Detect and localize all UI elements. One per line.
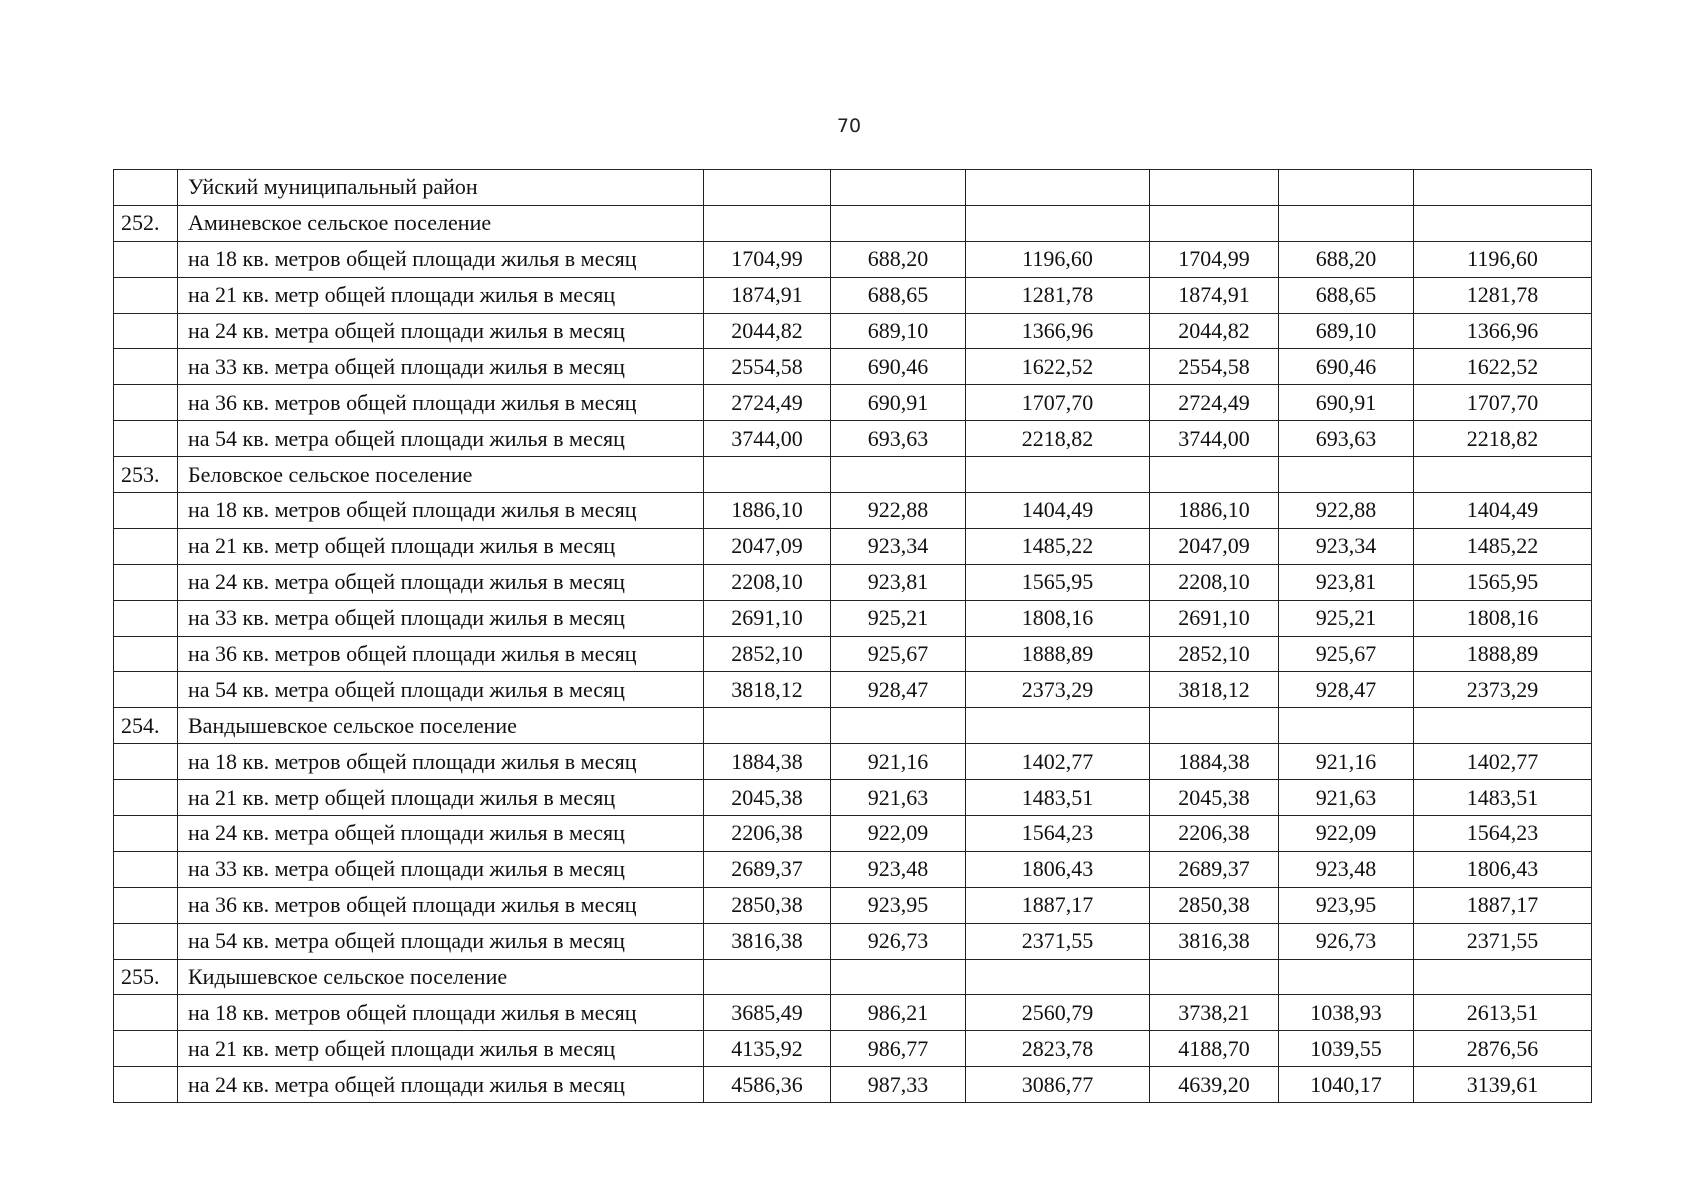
- row-number-cell: [114, 923, 178, 959]
- value-cell-col-4: [1150, 170, 1279, 206]
- row-number-cell: [114, 887, 178, 923]
- settlement-row: [114, 205, 1592, 241]
- value-cell-col-1: [704, 205, 831, 241]
- value-cell-col-6: 1808,16: [1414, 600, 1592, 636]
- value-cell-col-2: 693,63: [831, 421, 966, 457]
- row-number-cell: [114, 744, 178, 780]
- value-cell-col-6: 1196,60: [1414, 241, 1592, 277]
- row-name-cell: Беловское сельское поселение: [178, 457, 704, 493]
- table-row: [114, 887, 1592, 923]
- value-cell-col-5: 1040,17: [1279, 1067, 1414, 1103]
- row-number-cell: [114, 816, 178, 852]
- row-name-cell: на 36 кв. метров общей площади жилья в месяц: [178, 636, 704, 672]
- value-cell-col-5: 928,47: [1279, 672, 1414, 708]
- value-cell-col-1: 1886,10: [704, 493, 831, 529]
- table-row: [114, 744, 1592, 780]
- value-cell-col-3: 1402,77: [966, 744, 1150, 780]
- value-cell-col-2: 926,73: [831, 923, 966, 959]
- row-number-cell: [114, 780, 178, 816]
- table-row: [114, 851, 1592, 887]
- row-name-cell: Вандышевское сельское поселение: [178, 708, 704, 744]
- value-cell-col-3: 1281,78: [966, 277, 1150, 313]
- row-name-cell: на 54 кв. метра общей площади жилья в месяц: [178, 923, 704, 959]
- table-row: [114, 1031, 1592, 1067]
- value-cell-col-5: 923,48: [1279, 851, 1414, 887]
- value-cell-col-5: 690,46: [1279, 349, 1414, 385]
- value-cell-col-1: 3685,49: [704, 995, 831, 1031]
- value-cell-col-1: 2724,49: [704, 385, 831, 421]
- value-cell-col-3: 1564,23: [966, 816, 1150, 852]
- value-cell-col-1: 4135,92: [704, 1031, 831, 1067]
- value-cell-col-2: 690,91: [831, 385, 966, 421]
- value-cell-col-1: 2206,38: [704, 816, 831, 852]
- value-cell-col-2: [831, 959, 966, 995]
- value-cell-col-5: 1039,55: [1279, 1031, 1414, 1067]
- value-cell-col-5: 926,73: [1279, 923, 1414, 959]
- value-cell-col-3: 1366,96: [966, 313, 1150, 349]
- value-cell-col-3: 2560,79: [966, 995, 1150, 1031]
- value-cell-col-4: 2044,82: [1150, 313, 1279, 349]
- row-number-cell: [114, 349, 178, 385]
- value-cell-col-5: 923,34: [1279, 528, 1414, 564]
- value-cell-col-5: 693,63: [1279, 421, 1414, 457]
- row-number-cell: [114, 636, 178, 672]
- value-cell-col-2: [831, 457, 966, 493]
- value-cell-col-6: 2218,82: [1414, 421, 1592, 457]
- row-name-cell: на 18 кв. метров общей площади жилья в месяц: [178, 241, 704, 277]
- value-cell-col-6: 1366,96: [1414, 313, 1592, 349]
- value-cell-col-3: 1565,95: [966, 564, 1150, 600]
- value-cell-col-6: 1622,52: [1414, 349, 1592, 385]
- row-number-cell: [114, 241, 178, 277]
- row-name-cell: на 24 кв. метра общей площади жилья в месяц: [178, 564, 704, 600]
- value-cell-col-1: 2208,10: [704, 564, 831, 600]
- value-cell-col-4: [1150, 708, 1279, 744]
- row-number-cell: [114, 385, 178, 421]
- row-name-cell: на 21 кв. метр общей площади жилья в месяц: [178, 277, 704, 313]
- value-cell-col-3: 1196,60: [966, 241, 1150, 277]
- value-cell-col-1: 2044,82: [704, 313, 831, 349]
- row-number-cell: 255.: [114, 959, 178, 995]
- table-row: [114, 241, 1592, 277]
- table-row: [114, 528, 1592, 564]
- value-cell-col-1: 1884,38: [704, 744, 831, 780]
- value-cell-col-5: 923,81: [1279, 564, 1414, 600]
- value-cell-col-1: 2691,10: [704, 600, 831, 636]
- table-row: [114, 780, 1592, 816]
- row-number-cell: [114, 672, 178, 708]
- row-name-cell: на 18 кв. метров общей площади жилья в месяц: [178, 744, 704, 780]
- table-row: [114, 349, 1592, 385]
- row-name-cell: на 24 кв. метра общей площади жилья в месяц: [178, 1067, 704, 1103]
- value-cell-col-2: 688,65: [831, 277, 966, 313]
- table-row: [114, 277, 1592, 313]
- district-row: [114, 170, 1592, 206]
- value-cell-col-4: 2208,10: [1150, 564, 1279, 600]
- table-row: [114, 493, 1592, 529]
- value-cell-col-5: [1279, 959, 1414, 995]
- value-cell-col-4: 2691,10: [1150, 600, 1279, 636]
- value-cell-col-5: 922,88: [1279, 493, 1414, 529]
- value-cell-col-5: 925,67: [1279, 636, 1414, 672]
- tariff-table: [113, 169, 1592, 1103]
- value-cell-col-1: 3744,00: [704, 421, 831, 457]
- value-cell-col-3: 2373,29: [966, 672, 1150, 708]
- value-cell-col-6: 1564,23: [1414, 816, 1592, 852]
- value-cell-col-2: 986,21: [831, 995, 966, 1031]
- value-cell-col-5: 925,21: [1279, 600, 1414, 636]
- value-cell-col-2: [831, 708, 966, 744]
- value-cell-col-4: [1150, 959, 1279, 995]
- value-cell-col-2: 986,77: [831, 1031, 966, 1067]
- value-cell-col-6: 1707,70: [1414, 385, 1592, 421]
- value-cell-col-5: 688,20: [1279, 241, 1414, 277]
- value-cell-col-6: 1806,43: [1414, 851, 1592, 887]
- value-cell-col-3: 1707,70: [966, 385, 1150, 421]
- settlement-row: [114, 959, 1592, 995]
- row-number-cell: [114, 313, 178, 349]
- table-row: [114, 385, 1592, 421]
- table-row: [114, 816, 1592, 852]
- row-number-cell: [114, 170, 178, 206]
- value-cell-col-5: 921,63: [1279, 780, 1414, 816]
- row-name-cell: на 33 кв. метра общей площади жилья в месяц: [178, 349, 704, 385]
- row-name-cell: на 21 кв. метр общей площади жилья в месяц: [178, 1031, 704, 1067]
- value-cell-col-4: 2852,10: [1150, 636, 1279, 672]
- value-cell-col-6: 1281,78: [1414, 277, 1592, 313]
- row-number-cell: [114, 851, 178, 887]
- value-cell-col-1: 2047,09: [704, 528, 831, 564]
- value-cell-col-1: 4586,36: [704, 1067, 831, 1103]
- table-row: [114, 1067, 1592, 1103]
- value-cell-col-1: 2045,38: [704, 780, 831, 816]
- value-cell-col-6: 3139,61: [1414, 1067, 1592, 1103]
- value-cell-col-4: 2724,49: [1150, 385, 1279, 421]
- row-number-cell: [114, 600, 178, 636]
- settlement-row: [114, 457, 1592, 493]
- row-name-cell: на 24 кв. метра общей площади жилья в месяц: [178, 816, 704, 852]
- value-cell-col-6: [1414, 708, 1592, 744]
- table-row: [114, 923, 1592, 959]
- value-cell-col-5: 921,16: [1279, 744, 1414, 780]
- settlement-row: [114, 708, 1592, 744]
- value-cell-col-4: [1150, 457, 1279, 493]
- value-cell-col-6: 1402,77: [1414, 744, 1592, 780]
- value-cell-col-2: 921,16: [831, 744, 966, 780]
- row-name-cell: Аминевское сельское поселение: [178, 205, 704, 241]
- value-cell-col-3: [966, 457, 1150, 493]
- value-cell-col-3: 1485,22: [966, 528, 1150, 564]
- value-cell-col-2: [831, 205, 966, 241]
- value-cell-col-4: 1884,38: [1150, 744, 1279, 780]
- page-number: 70: [836, 115, 862, 137]
- value-cell-col-6: [1414, 457, 1592, 493]
- value-cell-col-6: 1888,89: [1414, 636, 1592, 672]
- row-number-cell: [114, 1031, 178, 1067]
- value-cell-col-4: 1874,91: [1150, 277, 1279, 313]
- value-cell-col-5: 690,91: [1279, 385, 1414, 421]
- value-cell-col-5: 689,10: [1279, 313, 1414, 349]
- value-cell-col-6: 2876,56: [1414, 1031, 1592, 1067]
- value-cell-col-3: 2371,55: [966, 923, 1150, 959]
- value-cell-col-2: 987,33: [831, 1067, 966, 1103]
- value-cell-col-1: [704, 170, 831, 206]
- table-row: [114, 421, 1592, 457]
- value-cell-col-2: 928,47: [831, 672, 966, 708]
- value-cell-col-2: 690,46: [831, 349, 966, 385]
- value-cell-col-3: 2218,82: [966, 421, 1150, 457]
- row-number-cell: [114, 493, 178, 529]
- value-cell-col-4: 3818,12: [1150, 672, 1279, 708]
- value-cell-col-6: [1414, 205, 1592, 241]
- value-cell-col-5: [1279, 170, 1414, 206]
- row-name-cell: на 18 кв. метров общей площади жилья в месяц: [178, 493, 704, 529]
- row-number-cell: 253.: [114, 457, 178, 493]
- value-cell-col-1: [704, 708, 831, 744]
- value-cell-col-2: 925,21: [831, 600, 966, 636]
- value-cell-col-3: [966, 959, 1150, 995]
- row-name-cell: на 54 кв. метра общей площади жилья в месяц: [178, 421, 704, 457]
- row-number-cell: [114, 421, 178, 457]
- row-number-cell: [114, 528, 178, 564]
- value-cell-col-4: 2850,38: [1150, 887, 1279, 923]
- value-cell-col-2: 922,09: [831, 816, 966, 852]
- value-cell-col-5: 688,65: [1279, 277, 1414, 313]
- row-name-cell: на 18 кв. метров общей площади жилья в месяц: [178, 995, 704, 1031]
- row-name-cell: на 36 кв. метров общей площади жилья в месяц: [178, 385, 704, 421]
- row-number-cell: [114, 564, 178, 600]
- table-row: [114, 313, 1592, 349]
- value-cell-col-6: 1887,17: [1414, 887, 1592, 923]
- value-cell-col-4: 2045,38: [1150, 780, 1279, 816]
- value-cell-col-6: 1404,49: [1414, 493, 1592, 529]
- value-cell-col-1: [704, 457, 831, 493]
- value-cell-col-1: 2689,37: [704, 851, 831, 887]
- value-cell-col-1: 2850,38: [704, 887, 831, 923]
- value-cell-col-3: [966, 205, 1150, 241]
- row-name-cell: на 21 кв. метр общей площади жилья в месяц: [178, 780, 704, 816]
- value-cell-col-1: 2852,10: [704, 636, 831, 672]
- row-number-cell: [114, 277, 178, 313]
- value-cell-col-1: 1704,99: [704, 241, 831, 277]
- value-cell-col-5: [1279, 708, 1414, 744]
- value-cell-col-4: 2206,38: [1150, 816, 1279, 852]
- value-cell-col-6: 1485,22: [1414, 528, 1592, 564]
- value-cell-col-5: 923,95: [1279, 887, 1414, 923]
- value-cell-col-1: 3818,12: [704, 672, 831, 708]
- value-cell-col-4: 2047,09: [1150, 528, 1279, 564]
- row-number-cell: [114, 1067, 178, 1103]
- value-cell-col-4: 4639,20: [1150, 1067, 1279, 1103]
- value-cell-col-2: 923,81: [831, 564, 966, 600]
- value-cell-col-4: 2554,58: [1150, 349, 1279, 385]
- value-cell-col-4: 1704,99: [1150, 241, 1279, 277]
- value-cell-col-6: 1483,51: [1414, 780, 1592, 816]
- value-cell-col-6: 1565,95: [1414, 564, 1592, 600]
- value-cell-col-3: 1808,16: [966, 600, 1150, 636]
- table-body: [114, 170, 1592, 1103]
- value-cell-col-6: [1414, 959, 1592, 995]
- value-cell-col-2: 689,10: [831, 313, 966, 349]
- value-cell-col-3: [966, 708, 1150, 744]
- value-cell-col-3: 2823,78: [966, 1031, 1150, 1067]
- value-cell-col-5: 1038,93: [1279, 995, 1414, 1031]
- value-cell-col-3: [966, 170, 1150, 206]
- row-number-cell: 254.: [114, 708, 178, 744]
- value-cell-col-6: 2371,55: [1414, 923, 1592, 959]
- table-row: [114, 600, 1592, 636]
- value-cell-col-2: 923,48: [831, 851, 966, 887]
- row-name-cell: на 21 кв. метр общей площади жилья в месяц: [178, 528, 704, 564]
- value-cell-col-2: 921,63: [831, 780, 966, 816]
- value-cell-col-4: 4188,70: [1150, 1031, 1279, 1067]
- value-cell-col-2: 923,95: [831, 887, 966, 923]
- value-cell-col-3: 3086,77: [966, 1067, 1150, 1103]
- row-name-cell: Кидышевское сельское поселение: [178, 959, 704, 995]
- value-cell-col-3: 1806,43: [966, 851, 1150, 887]
- value-cell-col-6: [1414, 170, 1592, 206]
- value-cell-col-1: 2554,58: [704, 349, 831, 385]
- value-cell-col-5: [1279, 205, 1414, 241]
- value-cell-col-4: 1886,10: [1150, 493, 1279, 529]
- value-cell-col-6: 2373,29: [1414, 672, 1592, 708]
- value-cell-col-1: [704, 959, 831, 995]
- value-cell-col-3: 1887,17: [966, 887, 1150, 923]
- row-number-cell: 252.: [114, 205, 178, 241]
- table-row: [114, 995, 1592, 1031]
- value-cell-col-5: 922,09: [1279, 816, 1414, 852]
- value-cell-col-6: 2613,51: [1414, 995, 1592, 1031]
- value-cell-col-4: 3738,21: [1150, 995, 1279, 1031]
- row-name-cell: на 54 кв. метра общей площади жилья в месяц: [178, 672, 704, 708]
- value-cell-col-1: 1874,91: [704, 277, 831, 313]
- row-name-cell: на 36 кв. метров общей площади жилья в месяц: [178, 887, 704, 923]
- table-row: [114, 564, 1592, 600]
- value-cell-col-5: [1279, 457, 1414, 493]
- value-cell-col-3: 1483,51: [966, 780, 1150, 816]
- row-name-cell: на 33 кв. метра общей площади жилья в месяц: [178, 600, 704, 636]
- row-name-cell: на 33 кв. метра общей площади жилья в месяц: [178, 851, 704, 887]
- value-cell-col-1: 3816,38: [704, 923, 831, 959]
- value-cell-col-3: 1404,49: [966, 493, 1150, 529]
- row-number-cell: [114, 995, 178, 1031]
- value-cell-col-2: 925,67: [831, 636, 966, 672]
- table-row: [114, 672, 1592, 708]
- value-cell-col-2: [831, 170, 966, 206]
- row-name-cell: на 24 кв. метра общей площади жилья в месяц: [178, 313, 704, 349]
- value-cell-col-4: [1150, 205, 1279, 241]
- value-cell-col-2: 688,20: [831, 241, 966, 277]
- row-name-cell: Уйский муниципальный район: [178, 170, 704, 206]
- value-cell-col-4: 3816,38: [1150, 923, 1279, 959]
- value-cell-col-3: 1622,52: [966, 349, 1150, 385]
- value-cell-col-2: 922,88: [831, 493, 966, 529]
- value-cell-col-4: 3744,00: [1150, 421, 1279, 457]
- value-cell-col-3: 1888,89: [966, 636, 1150, 672]
- table-row: [114, 636, 1592, 672]
- value-cell-col-4: 2689,37: [1150, 851, 1279, 887]
- value-cell-col-2: 923,34: [831, 528, 966, 564]
